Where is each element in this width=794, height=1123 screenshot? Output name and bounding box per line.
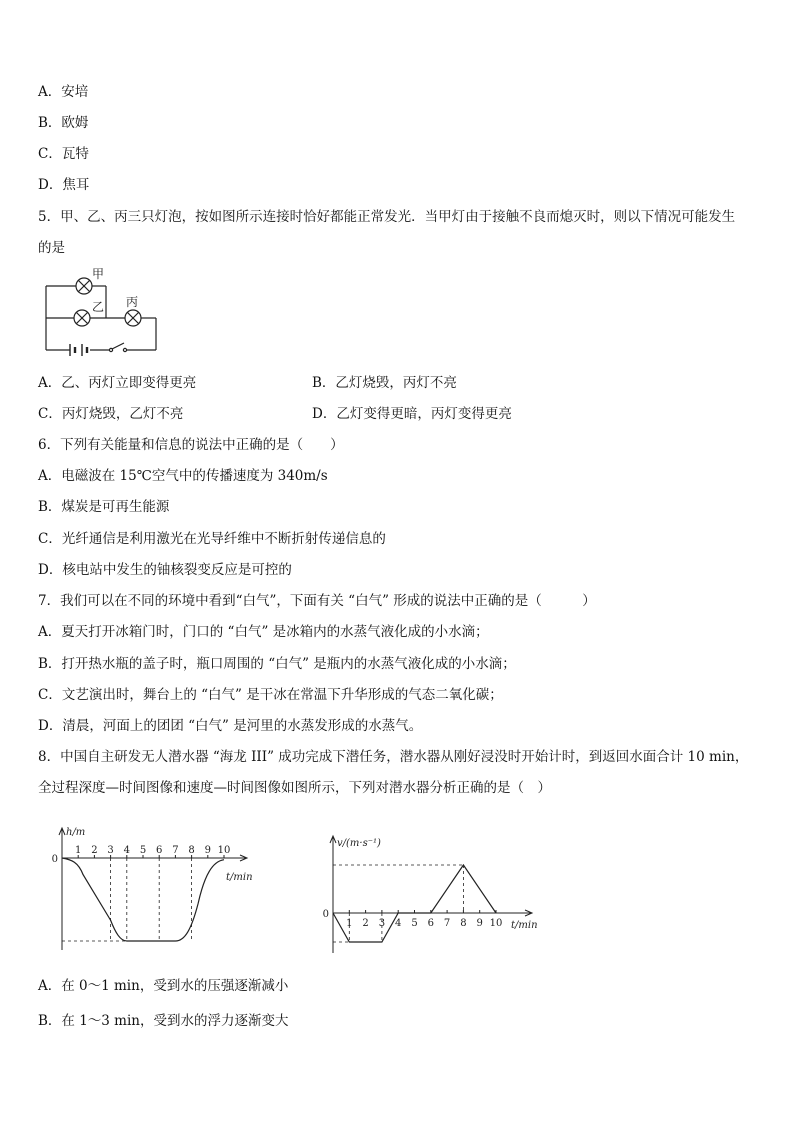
x-tick-label: 6 bbox=[156, 845, 163, 856]
q5-option-b: B．乙灯烧毁，丙灯不亮 bbox=[312, 375, 457, 391]
q6-stem: 6．下列有关能量和信息的说法中正确的是（ ） bbox=[38, 437, 344, 453]
q5-stem: 5．甲、乙、丙三只灯泡，按如图所示连接时恰好都能正常发光．当甲灯由于接触不良而熄灭时，则以下情况可能发生 bbox=[38, 209, 736, 225]
x-tick-label: 4 bbox=[395, 918, 402, 929]
y-axis-label: v/(m·s⁻¹) bbox=[337, 838, 381, 849]
x-tick-label: 2 bbox=[91, 845, 98, 856]
x-tick-label: 3 bbox=[378, 918, 386, 929]
x-tick-label: 1 bbox=[75, 845, 82, 856]
lamp-bing-icon bbox=[125, 310, 141, 326]
q4-option-d: D．焦耳 bbox=[38, 177, 90, 193]
q8-stem-cont: 全过程深度—时间图像和速度—时间图像如图所示，下列对潜水器分析正确的是（ ） bbox=[38, 780, 551, 796]
x-tick-label: 9 bbox=[476, 918, 483, 929]
x-tick-label: 7 bbox=[172, 845, 179, 856]
q5-stem-cont: 的是 bbox=[38, 240, 65, 256]
q4-option-c: C．瓦特 bbox=[38, 146, 89, 162]
x-tick-label: 8 bbox=[460, 918, 467, 929]
label-bing: 丙 bbox=[126, 295, 139, 309]
q7-option-a: A．夏天打开冰箱门时，门口的 “白气” 是冰箱内的水蒸气液化成的小水滴； bbox=[38, 624, 489, 640]
x-tick-label: 10 bbox=[489, 918, 503, 929]
q7-option-b: B．打开热水瓶的盖子时，瓶口周围的 “白气” 是瓶内的水蒸气液化成的小水滴； bbox=[38, 656, 516, 672]
y-axis-label: h/m bbox=[66, 827, 86, 838]
x-tick-label: 1 bbox=[346, 918, 353, 929]
lamp-jia-icon bbox=[76, 278, 92, 294]
x-tick-label: 8 bbox=[188, 845, 195, 856]
x-tick-label: 2 bbox=[362, 918, 369, 929]
q7-option-c: C．文艺演出时，舞台上的 “白气” 是干冰在常温下升华形成的气态二氧化碳； bbox=[38, 687, 503, 703]
lamp-yi-icon bbox=[74, 310, 90, 326]
x-tick-label: 10 bbox=[217, 845, 231, 856]
x-axis-label: t/min bbox=[511, 920, 538, 931]
q6-option-d: D．核电站中发生的铀核裂变反应是可控的 bbox=[38, 562, 292, 578]
q8-stem: 8．中国自主研发无人潜水器 “海龙 III” 成功完成下潜任务，潜水器从刚好浸没时开始计时，到返回水面合计 10 min， bbox=[38, 749, 749, 765]
q5-circuit-diagram bbox=[40, 268, 165, 360]
q7-option-d: D．清晨，河面上的团团 “白气” 是河里的水蒸发形成的水蒸气。 bbox=[38, 718, 423, 734]
x-tick-label: 4 bbox=[123, 845, 130, 856]
q5-option-c: C．丙灯烧毁，乙灯不亮 bbox=[38, 406, 184, 422]
x-tick-label: 5 bbox=[139, 845, 147, 856]
x-axis-label: t/min bbox=[226, 872, 253, 883]
label-yi: 乙 bbox=[92, 300, 105, 314]
depth-time-chart bbox=[40, 822, 270, 957]
depth-series-line bbox=[62, 858, 224, 941]
x-tick-label: 6 bbox=[427, 918, 434, 929]
x-tick-label: 3 bbox=[107, 845, 114, 856]
speed-time-chart bbox=[310, 828, 550, 958]
q6-option-c: C．光纤通信是利用激光在光导纤维中不断折射传递信息的 bbox=[38, 531, 386, 547]
q6-option-a: A．电磁波在 15℃空气中的传播速度为 340m/s bbox=[38, 468, 328, 484]
speed-series-line bbox=[333, 865, 496, 942]
q7-stem: 7．我们可以在不同的环境中看到“白气”，下面有关 “白气” 形成的说法中正确的是（ ） bbox=[38, 593, 596, 609]
y-zero-label: 0 bbox=[322, 909, 329, 920]
q6-option-b: B．煤炭是可再生能源 bbox=[38, 499, 170, 515]
y-zero-label: 0 bbox=[51, 854, 58, 865]
x-tick-label: 7 bbox=[443, 918, 451, 929]
switch-icon bbox=[109, 343, 126, 352]
q5-option-a: A．乙、丙灯立即变得更亮 bbox=[38, 375, 197, 391]
x-tick-label: 5 bbox=[411, 918, 418, 929]
x-tick-label: 9 bbox=[204, 845, 211, 856]
q8-option-a: A．在 0～1 min，受到水的压强逐渐减小 bbox=[38, 978, 289, 994]
battery-icon bbox=[70, 344, 87, 356]
q4-option-b: B．欧姆 bbox=[38, 115, 89, 131]
q5-option-d: D．乙灯变得更暗，丙灯变得更亮 bbox=[312, 406, 512, 422]
q8-option-b: B．在 1～3 min，受到水的浮力逐渐变大 bbox=[38, 1013, 289, 1029]
q4-option-a: A．安培 bbox=[38, 84, 89, 100]
label-jia: 甲 bbox=[92, 268, 105, 281]
